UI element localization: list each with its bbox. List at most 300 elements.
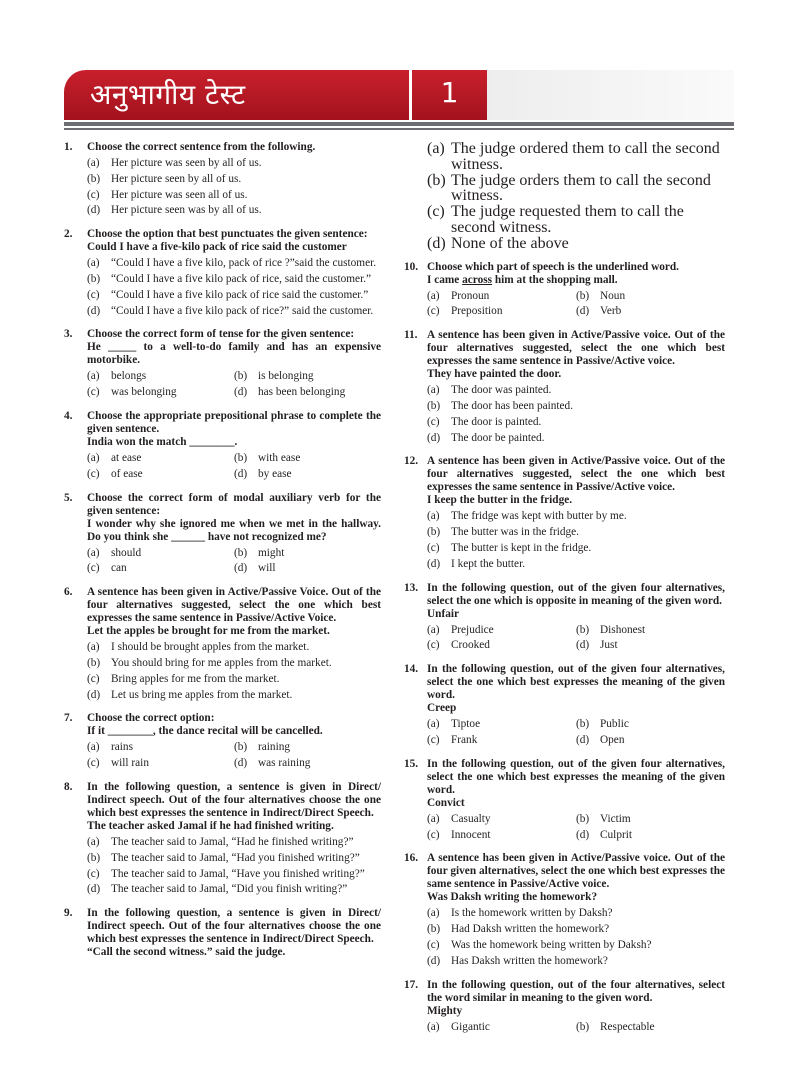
question-header: [64, 492, 381, 544]
option-text: will: [258, 562, 276, 575]
option-item: [576, 1020, 725, 1036]
underlined-word: across: [462, 273, 493, 286]
option-text: “Could I have a five kilo pack of rice said the customer.”: [111, 288, 369, 301]
question-number: 8.: [64, 780, 73, 793]
option-label: (c): [87, 467, 100, 480]
option-item: [427, 812, 576, 828]
option-item: [427, 431, 725, 447]
option-label: (a): [427, 289, 440, 302]
question-number: 7.: [64, 712, 73, 725]
option-label: (d): [234, 386, 248, 399]
option-text: Casualty: [451, 812, 491, 825]
option-item: [427, 141, 725, 173]
banner-title-box: [64, 70, 409, 120]
option-text: “Could I have a five kilo, pack of rice ?”said the customer.: [111, 257, 377, 270]
option-label: (a): [427, 140, 445, 157]
question-text: [427, 852, 725, 904]
option-label: (d): [576, 733, 590, 746]
question-text: [427, 979, 725, 1018]
question-stem-line: The teacher asked Jamal if he had finished writing.: [87, 819, 334, 832]
option-item: [87, 561, 234, 577]
option-text: Her picture seen was by all of us.: [111, 204, 262, 217]
question-text: [427, 261, 725, 287]
question-stem-line: Choose the appropriate prepositional phrase to complete the given sentence.: [87, 409, 381, 435]
header-rule-thick: [64, 122, 734, 126]
option-label: (a): [427, 907, 440, 920]
option-item: [427, 236, 725, 252]
option-label: (d): [576, 828, 590, 841]
option-item: [234, 385, 381, 401]
question-header: [404, 261, 725, 287]
question-stem-line: Unfair: [427, 607, 460, 620]
option-text: Verb: [600, 305, 622, 318]
question-9-continued: [404, 141, 725, 252]
question-stem-line: “Call the second witness.” said the judge.: [87, 946, 286, 959]
option-label: (b): [234, 370, 248, 383]
question-stem-line: Choose which part of speech is the underlined word.: [427, 260, 679, 273]
option-text: should: [111, 546, 142, 559]
option-label: (b): [234, 546, 248, 559]
question-stem-line: In the following question, out of the given four alternatives, select the one which best expresses the meaning of the given word.: [427, 663, 725, 702]
question-stem-line: India won the match ________.: [87, 435, 238, 448]
question-text: [427, 663, 725, 715]
question-text: [427, 455, 725, 507]
option-item: [87, 756, 234, 772]
option-item: [427, 717, 576, 733]
option-label: (b): [576, 623, 590, 636]
option-text: The butter is kept in the fridge.: [451, 541, 592, 554]
option-item: [87, 851, 381, 867]
option-item: [576, 717, 725, 733]
options-list: [404, 623, 725, 655]
option-label: (c): [427, 639, 440, 652]
option-item: [234, 451, 381, 467]
option-item: [576, 828, 725, 844]
options-list: [404, 509, 725, 572]
option-item: [87, 385, 234, 401]
option-item: [87, 688, 381, 704]
question-number: 15.: [404, 757, 419, 770]
option-text: Frank: [451, 733, 478, 746]
question-header: [404, 455, 725, 507]
options-list: [64, 640, 381, 703]
option-label: (b): [427, 171, 446, 189]
question-stem-line: If it ________, the dance recital will be cancelled.: [87, 725, 323, 738]
option-item: [427, 828, 576, 844]
option-item: [87, 640, 381, 656]
option-label: (d): [87, 204, 101, 217]
option-label: (a): [427, 718, 440, 731]
option-label: (b): [576, 812, 590, 825]
question-text: [427, 582, 725, 621]
question-number: 9.: [64, 907, 73, 920]
question-item: [64, 328, 381, 401]
option-item: [234, 369, 381, 385]
option-item: [427, 623, 576, 639]
question-text: [87, 492, 381, 544]
option-label: (c): [427, 938, 440, 951]
option-item: [234, 740, 381, 756]
question-text: [427, 329, 725, 381]
option-text: of ease: [111, 467, 143, 480]
question-stem-line: Choose the correct sentence from the following.: [87, 141, 316, 153]
option-label: (a): [427, 623, 440, 636]
option-item: [87, 203, 381, 219]
question-stem-line: Could I have a five-kilo pack of rice said the customer: [87, 241, 347, 254]
question-number: 5.: [64, 491, 73, 504]
option-label: (d): [87, 304, 101, 317]
option-text: Tiptoe: [451, 718, 481, 731]
option-item: [576, 623, 725, 639]
question-text: [427, 758, 725, 810]
option-text: by ease: [258, 467, 292, 480]
question-stem-line: Choose the option that best punctuates the given sentence:: [87, 228, 368, 241]
question-stem-line: Let the apples be brought for me from the market.: [87, 625, 330, 638]
question-item: [404, 979, 725, 1036]
option-label: (b): [427, 923, 441, 936]
section-test-banner: [64, 70, 734, 120]
question-stem-line: In the following question, out of the given four alternatives, select the one which is opposite in meaning of the given word.: [427, 581, 725, 607]
question-text: [87, 228, 381, 254]
option-text: Just: [600, 639, 618, 652]
option-label: (a): [427, 384, 440, 397]
question-stem-line: Choose the correct form of modal auxiliary verb for the given sentence:: [87, 491, 381, 517]
option-text: The judge ordered them to call the second witness.: [451, 140, 720, 173]
question-item: [404, 261, 725, 321]
option-item: [576, 733, 725, 749]
option-item: [87, 835, 381, 851]
option-label: (c): [87, 867, 100, 880]
options-list: [404, 906, 725, 969]
option-label: (d): [87, 688, 101, 701]
question-header: [64, 228, 381, 254]
option-text: Victim: [600, 812, 631, 825]
option-item: [87, 451, 234, 467]
question-number: 1.: [64, 141, 73, 153]
question-header: [64, 410, 381, 449]
option-text: The fridge was kept with butter by me.: [451, 510, 627, 523]
option-text: can: [111, 562, 127, 575]
question-item: [64, 781, 381, 898]
option-label: (d): [576, 639, 590, 652]
option-item: [87, 867, 381, 883]
option-item: [234, 546, 381, 562]
option-label: (a): [87, 546, 100, 559]
options-list: [404, 141, 725, 252]
option-text: Her picture was seen all of us.: [111, 188, 248, 201]
option-item: [87, 546, 234, 562]
question-text: [87, 328, 381, 367]
question-stem-line: Convict: [427, 796, 465, 809]
sentence-post: him at the shopping mall.: [492, 273, 618, 286]
option-item: [87, 188, 381, 204]
options-list: [64, 256, 381, 319]
sentence-pre: I came: [427, 273, 463, 286]
option-item: [427, 557, 725, 573]
option-text: “Could I have a five kilo pack of rice?” said the customer.: [111, 304, 374, 317]
option-text: The door is painted.: [451, 415, 542, 428]
question-header: [404, 852, 725, 904]
option-text: Was the homework being written by Daksh?: [451, 938, 652, 951]
option-item: [427, 906, 725, 922]
question-text: [87, 586, 381, 638]
option-text: Has Daksh written the homework?: [451, 954, 608, 967]
option-text: Her picture was seen by all of us.: [111, 157, 262, 169]
option-label: (a): [87, 741, 100, 754]
option-text: The door be painted.: [451, 431, 545, 444]
option-item: [427, 1020, 576, 1036]
option-label: (c): [427, 203, 445, 221]
option-label: (a): [87, 451, 100, 464]
question-header: [404, 329, 725, 381]
option-text: belongs: [111, 370, 147, 383]
option-item: [427, 304, 576, 320]
option-label: (b): [576, 718, 590, 731]
question-number: 13.: [404, 581, 419, 594]
option-item: [427, 204, 725, 236]
option-text: You should bring for me apples from the market.: [111, 656, 332, 669]
option-text: Her picture seen by all of us.: [111, 172, 242, 185]
option-item: [87, 304, 381, 320]
question-item: [64, 228, 381, 319]
banner-title: अनुभागीय टेस्ट: [90, 78, 246, 111]
question-text: [87, 712, 381, 738]
options-list: [404, 1020, 725, 1036]
options-list: [404, 383, 725, 446]
question-header: [64, 907, 381, 959]
option-item: [427, 173, 725, 205]
left-column: [64, 141, 381, 968]
question-number: 2.: [64, 228, 73, 241]
question-stem-line: In the following question, out of the four alternatives, select the word similar in meaning to the given word.: [427, 978, 725, 1004]
options-list: [404, 289, 725, 321]
question-stem-line: Choose the correct option:: [87, 712, 215, 725]
option-label: (d): [234, 467, 248, 480]
banner-number-box: [409, 70, 487, 120]
option-text: The butter was in the fridge.: [451, 526, 579, 539]
right-column: [404, 141, 725, 1044]
question-stem-line: Mighty: [427, 1004, 463, 1017]
option-label: (b): [576, 1020, 590, 1033]
option-text: Dishonest: [600, 623, 646, 636]
option-label: (c): [427, 415, 440, 428]
question-stem-line: I keep the butter in the fridge.: [427, 494, 573, 507]
question-stem-line: A sentence has been given in Active/Passive voice. Out of the four alternatives suggested, select the one which best expresses the same sentence in Passive/Active voice.: [427, 329, 725, 368]
option-text: with ease: [258, 451, 301, 464]
option-label: (b): [234, 741, 248, 754]
option-text: None of the above: [451, 234, 569, 252]
question-header: [64, 781, 381, 833]
option-text: Noun: [600, 289, 626, 302]
question-stem-line: In the following question, out of the given four alternatives, select the one which best expresses the meaning of the given word.: [427, 757, 725, 796]
question-number: 11.: [404, 329, 418, 342]
question-number: 3.: [64, 328, 73, 341]
option-item: [427, 938, 725, 954]
question-sentence: [427, 274, 725, 287]
question-stem-line: A sentence has been given in Active/Passive Voice. Out of the four alternatives suggested, select the one which best expresses the same sentence in Passive/Active Voice.: [87, 586, 381, 625]
question-number: 16.: [404, 852, 419, 865]
question-item: [64, 410, 381, 483]
option-text: Innocent: [451, 828, 491, 841]
question-item: [404, 852, 725, 969]
option-text: Let us bring me apples from the market.: [111, 688, 293, 701]
option-item: [427, 525, 725, 541]
question-stem-line: A sentence has been given in Active/Passive voice. Out of the four given alternatives, select the one which best expresses the same sentence in Passive/Active voice.: [427, 852, 725, 891]
options-list: [64, 451, 381, 483]
option-item: [576, 304, 725, 320]
option-label: (b): [427, 526, 441, 539]
option-label: (b): [87, 851, 101, 864]
option-item: [87, 882, 381, 898]
option-text: raining: [258, 741, 290, 754]
option-label: (a): [427, 1020, 440, 1033]
option-label: (c): [87, 562, 100, 575]
question-item: [64, 586, 381, 703]
question-stem-line: I wonder why she ignored me when we met in the hallway. Do you think she ______ have not recognized me?: [87, 517, 381, 543]
options-list: [64, 369, 381, 401]
question-stem-line: He _____ to a well-to-do family and has an expensive motorbike.: [87, 341, 381, 367]
option-label: (b): [427, 399, 441, 412]
option-label: (b): [87, 656, 101, 669]
question-stem-line: A sentence has been given in Active/Passive voice. Out of the four alternatives suggested, select the one which best expresses the same sentence in Passive/Active voice.: [427, 455, 725, 494]
option-label: (b): [576, 289, 590, 302]
question-item: [64, 492, 381, 578]
option-text: was belonging: [111, 386, 177, 399]
option-text: Had Daksh written the homework?: [451, 923, 610, 936]
option-text: Culprit: [600, 828, 633, 841]
question-stem-line: Choose the correct form of tense for the given sentence:: [87, 328, 355, 341]
option-text: rains: [111, 741, 133, 754]
question-header: [64, 586, 381, 638]
option-item: [87, 256, 381, 272]
options-list: [64, 546, 381, 578]
option-text: Gigantic: [451, 1020, 490, 1033]
test-number: 1: [440, 76, 459, 109]
option-label: (a): [87, 835, 100, 848]
option-label: (b): [87, 272, 101, 285]
option-label: (c): [427, 828, 440, 841]
option-text: was raining: [258, 757, 311, 770]
question-header: [64, 712, 381, 738]
option-text: Pronoun: [451, 289, 490, 302]
option-label: (a): [87, 257, 100, 270]
question-item: [64, 141, 381, 219]
option-label: (b): [87, 172, 101, 185]
question-header: [404, 582, 725, 621]
option-label: (d): [234, 757, 248, 770]
option-label: (d): [427, 431, 441, 444]
option-item: [234, 561, 381, 577]
question-header: [404, 663, 725, 715]
option-text: The door was painted.: [451, 384, 552, 397]
option-text: Crooked: [451, 639, 490, 652]
option-item: [234, 467, 381, 483]
option-text: might: [258, 546, 285, 559]
option-item: [576, 812, 725, 828]
question-stem-line: In the following question, a sentence is given in Direct/ Indirect speech. Out of the four alternatives choose the one which best expresses the sentence in Indirect/Direct Speech.: [87, 907, 381, 946]
question-header: [404, 979, 725, 1018]
option-text: The judge requested them to call the second witness.: [451, 203, 684, 236]
option-label: (c): [427, 305, 440, 318]
question-item: [404, 663, 725, 749]
option-item: [234, 756, 381, 772]
option-text: Prejudice: [451, 623, 494, 636]
option-text: Preposition: [451, 305, 503, 318]
option-item: [427, 399, 725, 415]
options-list: [64, 835, 381, 898]
option-label: (a): [87, 641, 100, 654]
option-label: (c): [87, 188, 100, 201]
question-item: [64, 712, 381, 772]
option-item: [427, 733, 576, 749]
question-text: [87, 141, 381, 154]
option-text: Bring apples for me from the market.: [111, 672, 280, 685]
question-number: 6.: [64, 586, 73, 599]
options-list: [64, 740, 381, 772]
option-label: (c): [87, 288, 100, 301]
option-item: [427, 638, 576, 654]
question-text: [87, 781, 381, 833]
option-text: The teacher said to Jamal, “Had you finished writing?”: [111, 851, 360, 864]
option-text: “Could I have a five kilo pack of rice, said the customer.”: [111, 272, 372, 285]
option-label: (a): [427, 812, 440, 825]
option-item: [427, 954, 725, 970]
question-item: [64, 907, 381, 959]
option-label: (c): [87, 672, 100, 685]
option-label: (c): [427, 733, 440, 746]
question-number: 14.: [404, 663, 419, 676]
option-text: is belonging: [258, 370, 314, 383]
option-item: [87, 272, 381, 288]
option-label: (d): [427, 954, 441, 967]
question-item: [404, 455, 725, 572]
option-label: (a): [427, 510, 440, 523]
option-label: (c): [87, 386, 100, 399]
question-item: [404, 582, 725, 655]
option-item: [427, 922, 725, 938]
option-item: [427, 415, 725, 431]
question-stem-line: In the following question, a sentence is given in Direct/ Indirect speech. Out of the four alternatives choose the one which best expresses the sentence in Indirect/Direct Speech.: [87, 780, 381, 819]
option-item: [427, 289, 576, 305]
option-label: (d): [427, 234, 446, 252]
option-label: (d): [87, 883, 101, 896]
option-text: The teacher said to Jamal, “Had he finished writing?”: [111, 835, 354, 848]
option-text: The teacher said to Jamal, “Have you finished writing?”: [111, 867, 365, 880]
option-label: (d): [576, 305, 590, 318]
question-number: 4.: [64, 409, 73, 422]
option-text: The door has been painted.: [451, 399, 574, 412]
option-text: has been belonging: [258, 386, 346, 399]
option-item: [87, 172, 381, 188]
question-text: [87, 410, 381, 449]
option-label: (c): [87, 757, 100, 770]
option-label: (a): [87, 157, 100, 169]
question-number: 10.: [404, 260, 419, 273]
options-list: [64, 156, 381, 219]
option-text: Is the homework written by Daksh?: [451, 907, 613, 920]
option-text: Public: [600, 718, 629, 731]
option-label: (c): [427, 541, 440, 554]
option-text: will rain: [111, 757, 149, 770]
question-stem-line: Creep: [427, 702, 457, 715]
question-item: [404, 329, 725, 446]
option-label: (a): [87, 370, 100, 383]
option-text: Open: [600, 733, 625, 746]
option-text: Respectable: [600, 1020, 655, 1033]
option-item: [427, 541, 725, 557]
option-label: (d): [234, 562, 248, 575]
option-text: The teacher said to Jamal, “Did you finish writing?”: [111, 883, 348, 896]
